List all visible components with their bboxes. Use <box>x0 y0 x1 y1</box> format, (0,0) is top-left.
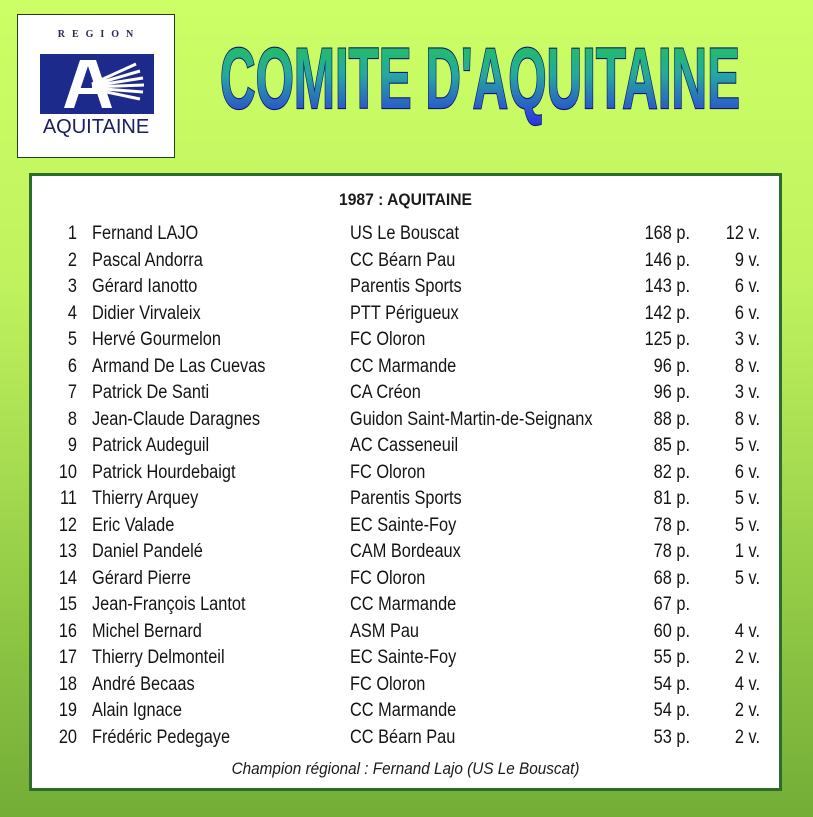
wins-cell: 3 v. <box>734 382 760 403</box>
table-row <box>32 356 779 382</box>
points-cell: 81 p. <box>653 488 690 509</box>
club-cell: AC Casseneuil <box>350 435 459 456</box>
rank-cell: 18 <box>58 673 77 695</box>
rider-name-cell: Patrick Audeguil <box>92 435 210 456</box>
rider-name-cell: Thierry Delmonteil <box>92 647 225 668</box>
rank-cell: 3 <box>67 276 77 297</box>
rank-cell: 6 <box>67 355 77 377</box>
club-cell: EC Sainte-Foy <box>350 647 457 668</box>
table-row <box>32 435 779 461</box>
rider-name-cell: Patrick De Santi <box>92 382 210 403</box>
table-row <box>32 621 779 647</box>
rider-name-cell: Frédéric Pedegaye <box>92 726 231 748</box>
club-cell: FC Oloron <box>350 673 426 695</box>
rank-cell: 5 <box>67 329 77 350</box>
table-row <box>32 303 779 329</box>
club-cell: FC Oloron <box>350 461 426 483</box>
rank-cell: 2 <box>67 249 77 271</box>
table-row <box>32 700 779 726</box>
club-cell: CA Créon <box>350 382 421 403</box>
points-cell: 78 p. <box>653 514 690 536</box>
rank-cell: 20 <box>58 726 77 748</box>
champion-note: Champion régional : Fernand Lajo (US Le Bouscat) <box>231 759 580 778</box>
points-cell: 54 p. <box>653 700 690 721</box>
club-cell: CC Béarn Pau <box>350 249 456 271</box>
wins-cell: 8 v. <box>734 408 760 430</box>
wins-cell: 2 v. <box>734 700 760 721</box>
points-cell: 143 p. <box>644 276 690 297</box>
wins-cell: 4 v. <box>734 620 760 642</box>
club-cell: FC Oloron <box>350 329 426 350</box>
rank-cell: 16 <box>58 620 77 642</box>
club-cell: CC Marmande <box>350 594 457 615</box>
points-cell: 85 p. <box>653 435 690 456</box>
rider-name-cell: Pascal Andorra <box>92 249 203 271</box>
table-row <box>32 462 779 488</box>
points-cell: 142 p. <box>644 302 690 324</box>
title-text: COMITE D'AQUITAINE <box>220 31 740 127</box>
wins-cell: 12 v. <box>725 223 760 244</box>
rank-cell: 7 <box>67 382 77 403</box>
points-cell: 53 p. <box>653 726 690 748</box>
wins-cell: 2 v. <box>734 647 760 668</box>
table-row <box>32 568 779 594</box>
wins-cell: 6 v. <box>734 276 760 297</box>
points-cell: 55 p. <box>653 647 690 668</box>
table-row <box>32 223 779 249</box>
points-cell: 96 p. <box>653 355 690 377</box>
rank-cell: 14 <box>58 567 77 589</box>
rider-name-cell: Hervé Gourmelon <box>92 329 221 350</box>
rank-cell: 9 <box>67 435 77 456</box>
wins-cell: 6 v. <box>734 461 760 483</box>
points-cell: 96 p. <box>653 382 690 403</box>
region-aquitaine-logo <box>17 14 175 158</box>
club-cell: US Le Bouscat <box>350 223 460 244</box>
points-cell: 146 p. <box>644 249 690 271</box>
rider-name-cell: Eric Valade <box>92 514 175 536</box>
table-row <box>32 329 779 355</box>
table-row <box>32 674 779 700</box>
wins-cell: 2 v. <box>734 726 760 748</box>
points-cell: 60 p. <box>653 620 690 642</box>
points-cell: 168 p. <box>644 223 690 244</box>
rider-name-cell: Gérard Pierre <box>92 567 191 589</box>
aquitaine-emblem-icon <box>40 54 154 114</box>
club-cell: CC Marmande <box>350 355 457 377</box>
club-cell: CC Marmande <box>350 700 457 721</box>
wins-cell: 1 v. <box>734 541 760 562</box>
wins-cell: 8 v. <box>734 355 760 377</box>
table-row <box>32 594 779 620</box>
table-row <box>32 382 779 408</box>
rider-name-cell: André Becaas <box>92 673 195 695</box>
results-heading: 1987 : AQUITAINE <box>339 190 472 209</box>
club-cell: Guidon Saint-Martin-de-Seignanx <box>350 408 593 430</box>
table-row <box>32 276 779 302</box>
rank-cell: 15 <box>58 594 77 615</box>
rank-cell: 1 <box>67 223 77 244</box>
results-panel <box>29 173 782 791</box>
wins-cell: 6 v. <box>734 302 760 324</box>
club-cell: EC Sainte-Foy <box>350 514 457 536</box>
club-cell: Parentis Sports <box>350 488 462 509</box>
logo-aquitaine-text: AQUITAINE <box>42 116 150 138</box>
table-row <box>32 727 779 753</box>
wins-cell: 5 v. <box>734 567 760 589</box>
table-row <box>32 409 779 435</box>
rank-cell: 10 <box>58 461 77 483</box>
wins-cell: 9 v. <box>734 249 760 271</box>
rider-name-cell: Patrick Hourdebaigt <box>92 461 236 483</box>
points-cell: 88 p. <box>653 408 690 430</box>
wins-cell: 5 v. <box>734 435 760 456</box>
table-row <box>32 250 779 276</box>
points-cell: 68 p. <box>653 567 690 589</box>
rank-cell: 4 <box>67 302 77 324</box>
rank-cell: 11 <box>60 488 77 509</box>
points-cell: 78 p. <box>653 541 690 562</box>
rider-name-cell: Thierry Arquey <box>92 488 199 509</box>
rider-name-cell: Alain Ignace <box>92 700 182 721</box>
club-cell: FC Oloron <box>350 567 426 589</box>
rider-name-cell: Jean-Claude Daragnes <box>92 408 261 430</box>
table-row <box>32 647 779 673</box>
rider-name-cell: Fernand LAJO <box>92 223 199 244</box>
club-cell: PTT Périgueux <box>350 302 459 324</box>
page-title <box>200 20 760 130</box>
rider-name-cell: Didier Virvaleix <box>92 302 201 324</box>
rank-cell: 19 <box>58 700 77 721</box>
rank-cell: 13 <box>58 541 77 562</box>
wins-cell: 4 v. <box>734 673 760 695</box>
rider-name-cell: Gérard Ianotto <box>92 276 198 297</box>
table-row <box>32 515 779 541</box>
rider-name-cell: Armand De Las Cuevas <box>92 355 266 377</box>
points-cell: 54 p. <box>653 673 690 695</box>
wins-cell: 5 v. <box>734 514 760 536</box>
points-cell: 67 p. <box>653 594 690 615</box>
logo-region-text: REGION <box>57 29 141 40</box>
club-cell: CC Béarn Pau <box>350 726 456 748</box>
wins-cell: 3 v. <box>734 329 760 350</box>
club-cell: Parentis Sports <box>350 276 462 297</box>
rank-cell: 8 <box>67 408 77 430</box>
rider-name-cell: Jean-François Lantot <box>92 594 246 615</box>
rider-name-cell: Michel Bernard <box>92 620 202 642</box>
rank-cell: 12 <box>58 514 77 536</box>
wins-cell: 5 v. <box>734 488 760 509</box>
club-cell: CAM Bordeaux <box>350 541 461 562</box>
rank-cell: 17 <box>58 647 77 668</box>
rider-name-cell: Daniel Pandelé <box>92 541 203 562</box>
points-cell: 82 p. <box>653 461 690 483</box>
table-row <box>32 488 779 514</box>
table-row <box>32 541 779 567</box>
points-cell: 125 p. <box>644 329 690 350</box>
club-cell: ASM Pau <box>350 620 420 642</box>
